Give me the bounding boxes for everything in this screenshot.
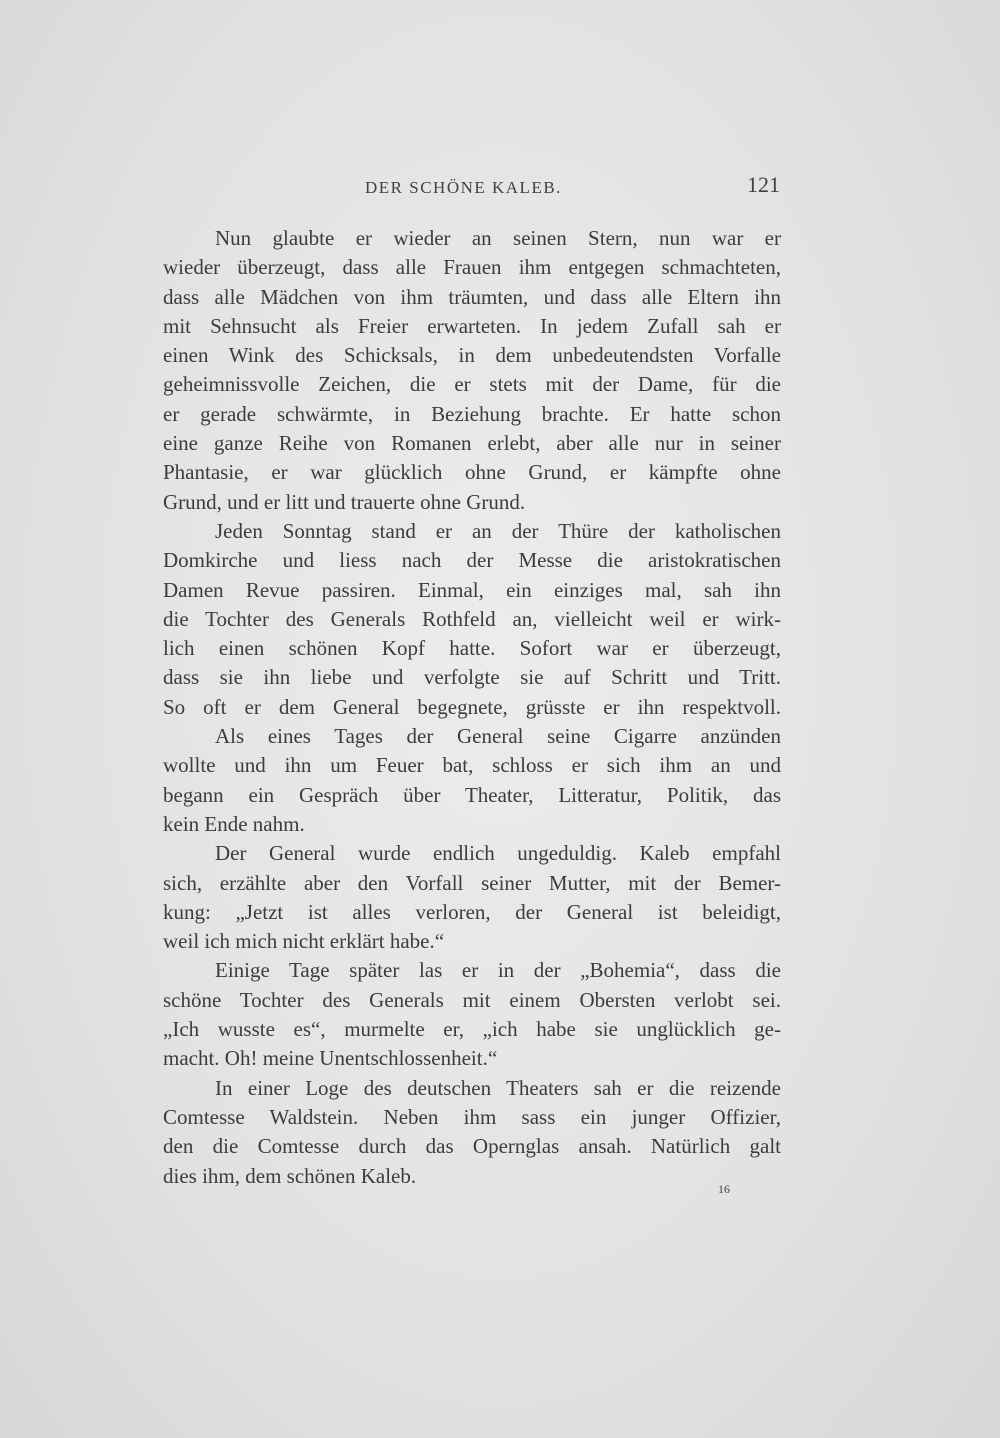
- text-line: In einer Loge des deutschen Theaters sah er die reizende: [215, 1075, 781, 1100]
- text-line: Jeden Sonntag stand er an der Thüre der katholischen: [215, 518, 781, 543]
- text-line: eine ganze Reihe von Romanen erlebt, aber alle nur in seiner: [163, 431, 781, 456]
- page-header: [365, 172, 780, 208]
- signature-mark: 16: [718, 1182, 730, 1196]
- text-line: wieder überzeugt, dass alle Frauen ihm entgegen schmachteten,: [163, 255, 781, 280]
- text-line: dies ihm, dem schönen Kaleb.: [163, 1163, 417, 1188]
- text-line: Nun glaubte er wieder an seinen Stern, nun war er: [215, 226, 781, 250]
- text-line: Damen Revue passiren. Einmal, ein einziges mal, sah ihn: [163, 577, 781, 602]
- text-line: „Ich wusste es“, murmelte er, „ich habe sie unglücklich ge-: [163, 1017, 781, 1042]
- text-line: Comtesse Waldstein. Neben ihm sass ein junger Offizier,: [163, 1104, 781, 1129]
- text-line: weil ich mich nicht erklärt habe.“: [163, 929, 445, 954]
- text-line: Grund, und er litt und trauerte ohne Grund.: [163, 489, 526, 514]
- text-line: einen Wink des Schicksals, in dem unbedeutendsten Vorfalle: [163, 343, 781, 368]
- text-line: er gerade schwärmte, in Beziehung brachte. Er hatte schon: [163, 401, 781, 426]
- text-line: dass alle Mädchen von ihm träumten, und dass alle Eltern ihn: [163, 284, 781, 309]
- text-line: sich, erzählte aber den Vorfall seiner Mutter, mit der Bemer-: [163, 870, 781, 895]
- text-line: lich einen schönen Kopf hatte. Sofort war er überzeugt,: [163, 636, 781, 661]
- text-line: Domkirche und liess nach der Messe die aristokratischen: [163, 548, 781, 573]
- text-line: begann ein Gespräch über Theater, Litteratur, Politik, das: [163, 782, 781, 807]
- text-line: kein Ende nahm.: [163, 811, 305, 836]
- page-number: 121: [747, 172, 780, 197]
- running-title: DER SCHÖNE KALEB.: [365, 178, 562, 197]
- text-line: kung: „Jetzt ist alles verloren, der General ist beleidigt,: [163, 899, 781, 924]
- text-line: mit Sehnsucht als Freier erwarteten. In jedem Zufall sah er: [163, 313, 781, 338]
- text-line: So oft er dem General begegnete, grüsste er ihn respektvoll.: [163, 694, 781, 719]
- text-line: dass sie ihn liebe und verfolgte sie auf Schritt und Tritt.: [163, 665, 781, 690]
- text-line: Der General wurde endlich ungeduldig. Kaleb empfahl: [215, 841, 781, 866]
- text-line: Einige Tage später las er in der „Bohemia“, dass die: [215, 958, 781, 983]
- text-line: die Tochter des Generals Rothfeld an, vielleicht weil er wirk-: [163, 606, 781, 631]
- text-line: Als eines Tages der General seine Cigarre anzünden: [215, 724, 781, 749]
- text-line: den die Comtesse durch das Opernglas ansah. Natürlich galt: [163, 1134, 781, 1159]
- body-text: [163, 224, 781, 1191]
- text-line: geheimnissvolle Zeichen, die er stets mit der Dame, für die: [163, 372, 781, 397]
- text-line: schöne Tochter des Generals mit einem Obersten verlobt sei.: [163, 987, 781, 1012]
- text-line: macht. Oh! meine Unentschlossenheit.“: [163, 1046, 498, 1071]
- text-line: Phantasie, er war glücklich ohne Grund, er kämpfte ohne: [163, 460, 781, 485]
- text-line: wollte und ihn um Feuer bat, schloss er sich ihm an und: [163, 753, 781, 778]
